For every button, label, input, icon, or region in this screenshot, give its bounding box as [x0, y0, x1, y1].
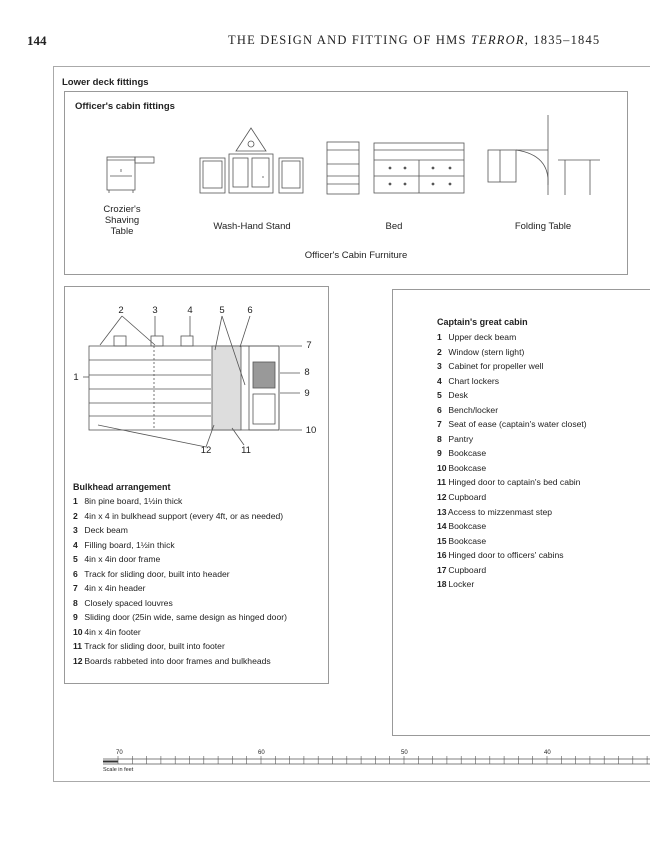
running-head-suffix: , 1835–1845 [524, 33, 601, 47]
callout-9: 9 [304, 388, 310, 399]
scale-tick-70: 70 [116, 750, 123, 756]
callout-5: 5 [219, 305, 225, 316]
list-item: 9 Bookcase [437, 448, 487, 459]
page-number: 144 [27, 33, 47, 48]
list-item: 13 Access to mizzenmast step [437, 506, 553, 517]
list-item: 11 Track for sliding door, built into footer [73, 641, 225, 652]
scale-tick-60: 60 [258, 750, 265, 756]
bulkhead-title: Bulkhead arrangement [73, 482, 171, 492]
list-item: 3 Cabinet for propeller well [437, 361, 544, 372]
list-item: 8 Closely spaced louvres [73, 597, 173, 608]
callout-11: 11 [241, 445, 251, 456]
list-item: 12 Cupboard [437, 492, 487, 503]
list-item: 6 Track for sliding door, built into header [73, 568, 230, 579]
callout-7: 7 [306, 340, 312, 351]
list-item: 8 Pantry [437, 433, 474, 444]
callout-2: 2 [118, 305, 124, 316]
callout-3: 3 [152, 305, 158, 316]
callout-1: 1 [73, 372, 79, 383]
callout-6: 6 [247, 305, 253, 316]
list-item: 4 Chart lockers [437, 375, 500, 386]
list-item: 7 4in x 4in header [73, 583, 146, 594]
scale-tick-40: 40 [544, 750, 551, 756]
list-item: 10 4in x 4in footer [73, 626, 141, 637]
list-item: 15 Bookcase [437, 535, 487, 546]
list-item: 10 Bookcase [437, 462, 487, 473]
list-item: 2 Window (stern light) [437, 346, 525, 357]
captain-cabin-title: Captain's great cabin [437, 317, 528, 327]
list-item: 5 Desk [437, 390, 468, 401]
list-item: 14 Bookcase [437, 521, 487, 532]
officer-cabin-caption: Officer's Cabin Furniture [304, 250, 408, 261]
callout-12: 12 [200, 445, 212, 456]
list-item: 6 Bench/locker [437, 404, 499, 415]
folding-table-label: Folding Table [514, 221, 572, 232]
list-item: 4 Filling board, 1½in thick [73, 539, 175, 550]
figure-title: Lower deck fittings [62, 77, 149, 88]
list-item: 18 Locker [437, 579, 475, 590]
wash-hand-stand-label: Wash-Hand Stand [213, 221, 291, 232]
running-head-ship-name: TERROR [470, 33, 525, 47]
list-item: 2 4in x 4 in bulkhead support (every 4ft, or as needed) [73, 510, 284, 521]
list-item: 1 8in pine board, 1½in thick [73, 496, 183, 506]
scale-label: Scale in feet [103, 767, 134, 773]
list-item: 5 4in x 4in door frame [73, 554, 161, 565]
list-item: 16 Hinged door to officers' cabins [437, 550, 564, 561]
list-item: 9 Sliding door (25in wide, same design as hinged door) [73, 612, 287, 623]
callout-10: 10 [305, 425, 317, 436]
shaving-table-label: Crozier's Shaving Table [103, 204, 141, 237]
callout-8: 8 [304, 367, 310, 378]
officer-cabin-title: Officer's cabin fittings [75, 101, 175, 112]
list-item: 1 Upper deck beam [437, 332, 517, 342]
callout-4: 4 [187, 305, 193, 316]
list-item: 11 Hinged door to captain's bed cabin [437, 477, 581, 488]
bed-label: Bed [385, 221, 403, 232]
list-item: 7 Seat of ease (captain's water closet) [437, 419, 587, 430]
list-item: 3 Deck beam [73, 525, 128, 536]
scale-tick-50: 50 [401, 750, 408, 756]
running-head-prefix: THE DESIGN AND FITTING OF HMS [228, 33, 471, 47]
list-item: 17 Cupboard [437, 564, 487, 575]
list-item: 12 Boards rabbeted into door frames and bulkheads [73, 656, 271, 667]
